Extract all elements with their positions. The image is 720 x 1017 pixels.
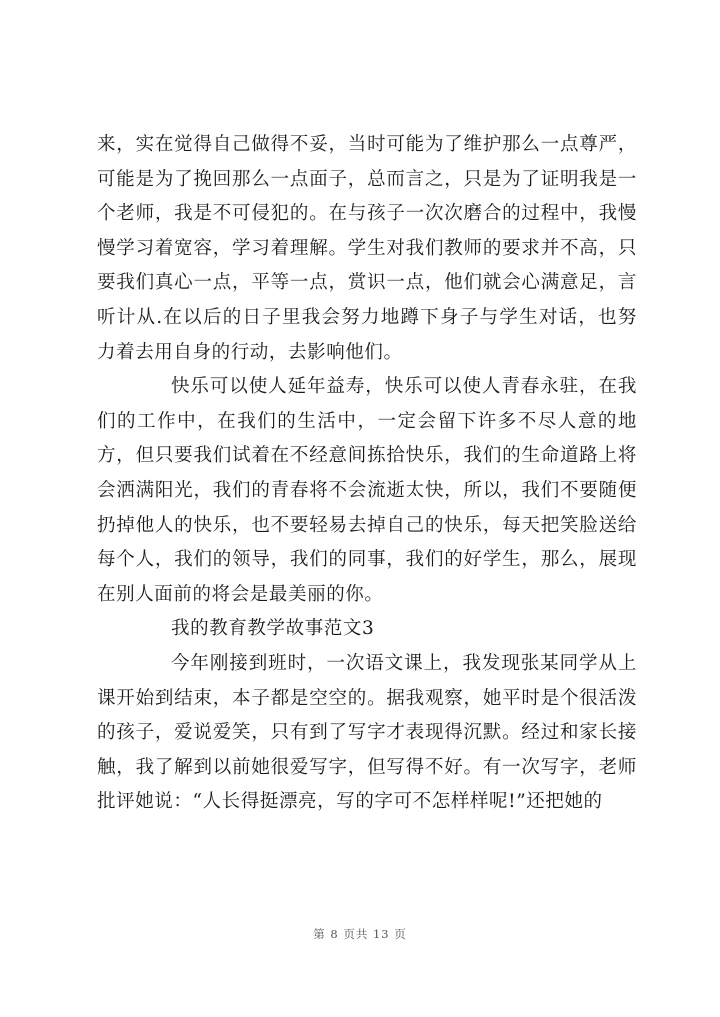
paragraph-2: 快乐可以使人延年益寿，快乐可以使人青春永驻，在我们的工作中，在我们的生活中，一定会留下许多不尽人意的地方，但只要我们试着在不经意间拣拾快乐，我们的生命道路上将会洒满阳光，我们的青春将不会流逝太快，所以，我们不要随便扔掉他人的快乐，也不要轻易去掉自己的快乐，每天把笑脸送给每个人，我们的领导，我们的同事，我们的好学生，那么，展现在别人面前的将会是最美丽的你。 [97,376,637,605]
paragraph-3: 今年刚接到班时，一次语文课上，我发现张某同学从上课开始到结束，本子都是空空的。据我观察，她平时是个很活泼的孩子，爱说爱笑，只有到了写字才表现得沉默。经过和家长接触，我了解到以前她很爱写字，但写得不好。有一次写字，老师批评她说：“人长得挺漂亮，写的字可不怎样样呢!”还把她的 [97,652,637,813]
section-heading: 我的教育教学故事范文3 [171,618,375,640]
page-number-text: 第 8 页共 13 页 [313,927,407,941]
page-footer [0,926,720,942]
document-body [97,128,637,820]
paragraph-1: 来，实在觉得自己做得不妥，当时可能为了维护那么一点尊严，可能是为了挽回那么一点面子，总而言之，只是为了证明我是一个老师，我是不可侵犯的。在与孩子一次次磨合的过程中，我慢慢学习着宽容，学习着理解。学生对我们教师的要求并不高，只要我们真心一点，平等一点，赏识一点，他们就会心满意足，言听计从.在以后的日子里我会努力地蹲下身子与学生对话，也努力着去用自身的行动，去影响他们。 [97,134,637,363]
